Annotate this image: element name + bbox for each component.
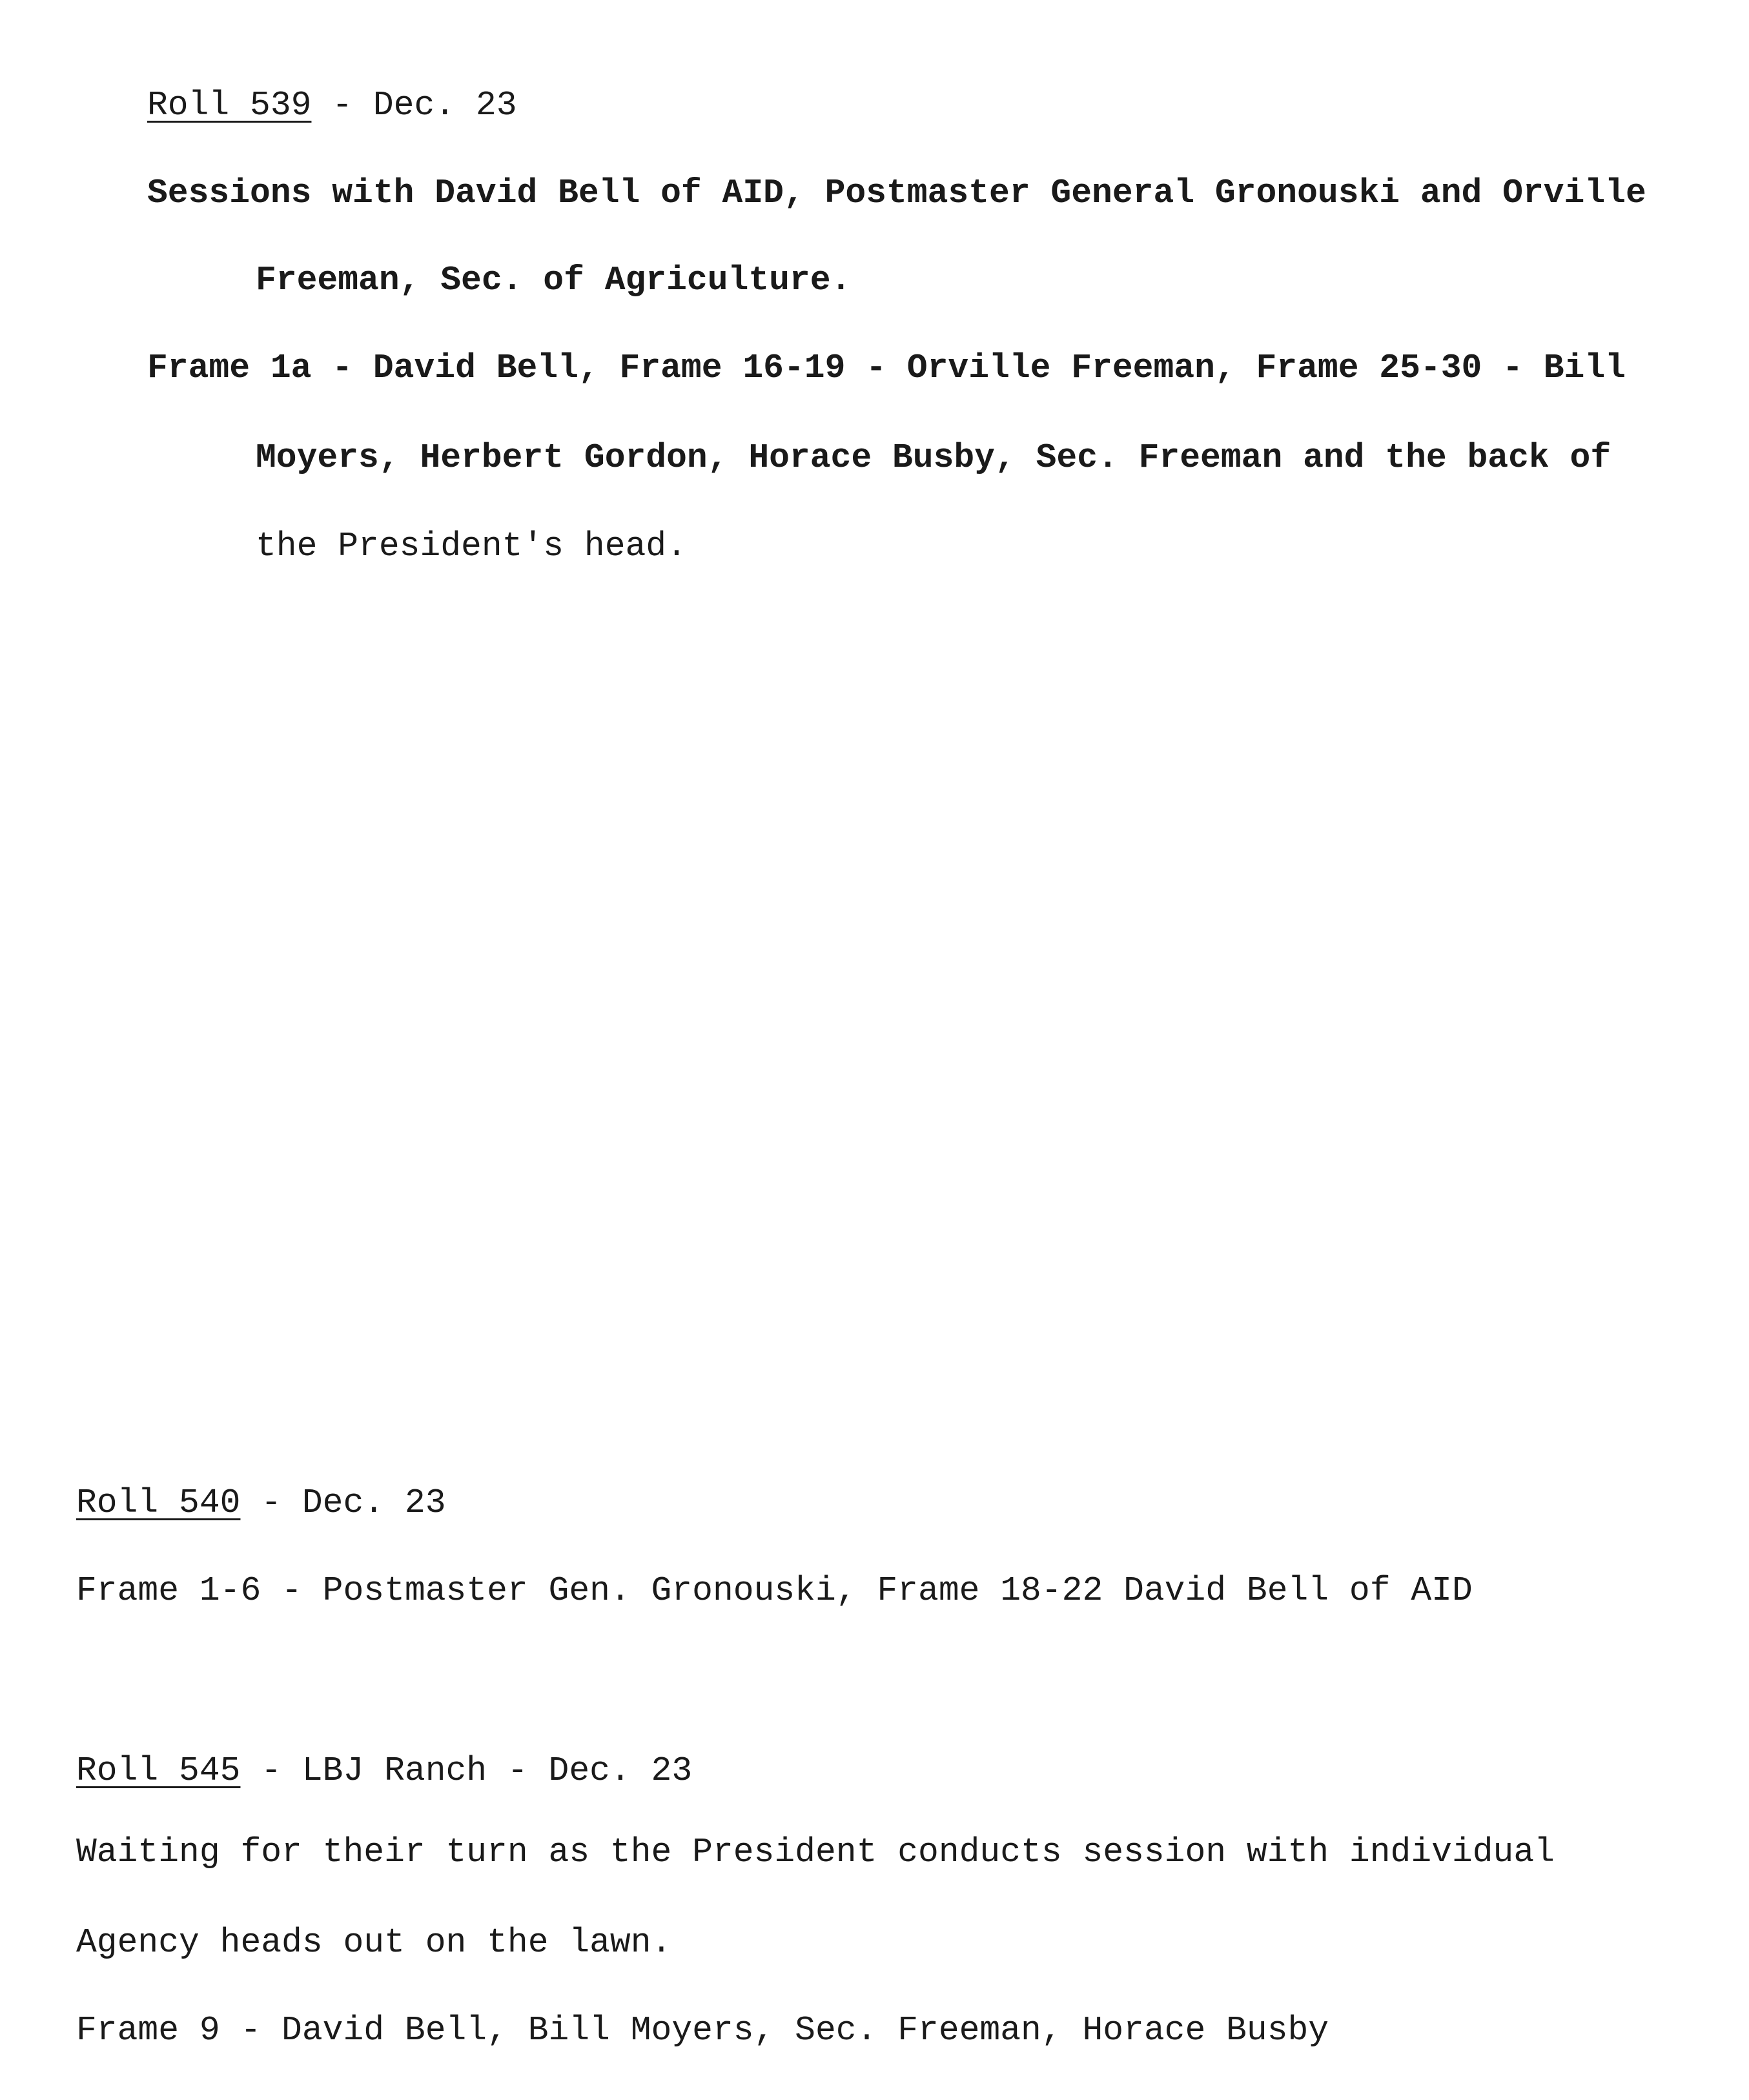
heading-date: - Dec. 23 [311, 86, 517, 125]
roll-number: Roll 545 [76, 1751, 241, 1790]
roll-540-frames-line: Frame 1-6 - Postmaster Gen. Gronouski, Frame 18-22 David Bell of AID [76, 1571, 1473, 1610]
heading-date: - Dec. 23 [240, 1483, 446, 1522]
roll-number: Roll 540 [76, 1483, 241, 1522]
roll-545-heading [76, 1749, 692, 1792]
roll-539-description-line-2: Freeman, Sec. of Agriculture. [256, 261, 852, 300]
heading-location-date: - LBJ Ranch - Dec. 23 [240, 1751, 693, 1790]
roll-539-heading [147, 84, 517, 127]
roll-545-frames-line: Frame 9 - David Bell, Bill Moyers, Sec. Freeman, Horace Busby [76, 2011, 1329, 2050]
roll-540-heading [76, 1482, 446, 1524]
roll-545-description-line-1: Waiting for their turn as the President conducts session with individual [76, 1833, 1555, 1871]
roll-539-frames-line-2: Moyers, Herbert Gordon, Horace Busby, Sec. Freeman and the back of [256, 438, 1611, 477]
roll-539-frames-line-3: the President's head. [256, 527, 687, 566]
roll-539-description-line-1: Sessions with David Bell of AID, Postmaster General Gronouski and Orville [147, 174, 1646, 212]
roll-545-description-line-2: Agency heads out on the lawn. [76, 1923, 672, 1962]
roll-539-frames-line-1: Frame 1a - David Bell, Frame 16-19 - Orville Freeman, Frame 25-30 - Bill [147, 349, 1626, 387]
roll-number: Roll 539 [147, 86, 312, 125]
